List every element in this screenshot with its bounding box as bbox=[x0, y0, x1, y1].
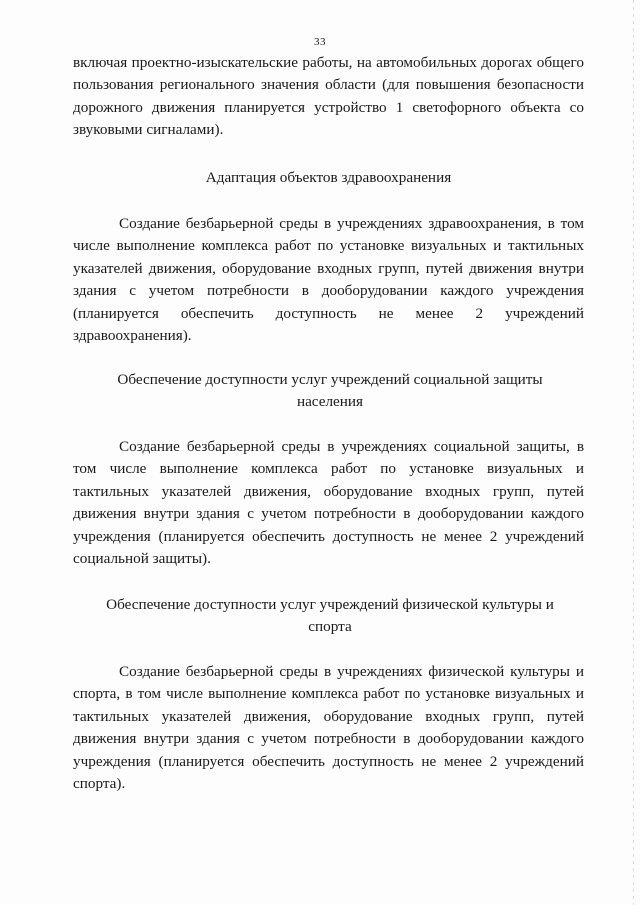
heading-health: Адаптация объектов здравоохранения bbox=[205, 169, 452, 186]
scan-edge bbox=[633, 0, 634, 905]
page-number: 33 bbox=[314, 36, 326, 48]
paragraph-social: Создание безбарьерной среды в учреждениях социальной защиты, в том числе выполнение комплекса работ по установке визуальных и тактильных указателей движения, оборудование входных групп, путей движения внутри здания с учетом потребности в дооборудовании каждого учреждения (планируется обеспечить доступность не менее 2 учреждений социальной защиты). bbox=[73, 438, 584, 568]
heading-social: Обеспечение доступности услуг учреждений социальной защиты населения bbox=[117, 371, 543, 411]
intro-paragraph: включая проектно-изыскательские работы, на автомобильных дорогах общего пользования регионального значения области (для повышения безопасности дорожного движения планируется устройство 1 светофорного объекта со звуковыми сигналами). bbox=[73, 54, 584, 139]
paragraph-health: Создание безбарьерной среды в учреждениях здравоохранения, в том числе выполнение комплекса работ по установке визуальных и тактильных указателей движения, оборудование входных групп, путей движения внутри здания с учетом потребности в дооборудовании каждого учреждения (планируется обеспечить доступность не менее 2 учреждений здравоохранения). bbox=[73, 215, 584, 345]
paragraph-sport: Создание безбарьерной среды в учреждениях физической культуры и спорта, в том числе выполнение комплекса работ по установке визуальных и тактильных указателей движения, оборудование входных групп, путей движения внутри здания с учетом потребности в дооборудовании каждого учреждения (планируется обеспечить доступность не менее 2 учреждений спорта). bbox=[73, 663, 584, 793]
heading-sport: Обеспечение доступности услуг учреждений физической культуры и спорта bbox=[106, 596, 554, 636]
